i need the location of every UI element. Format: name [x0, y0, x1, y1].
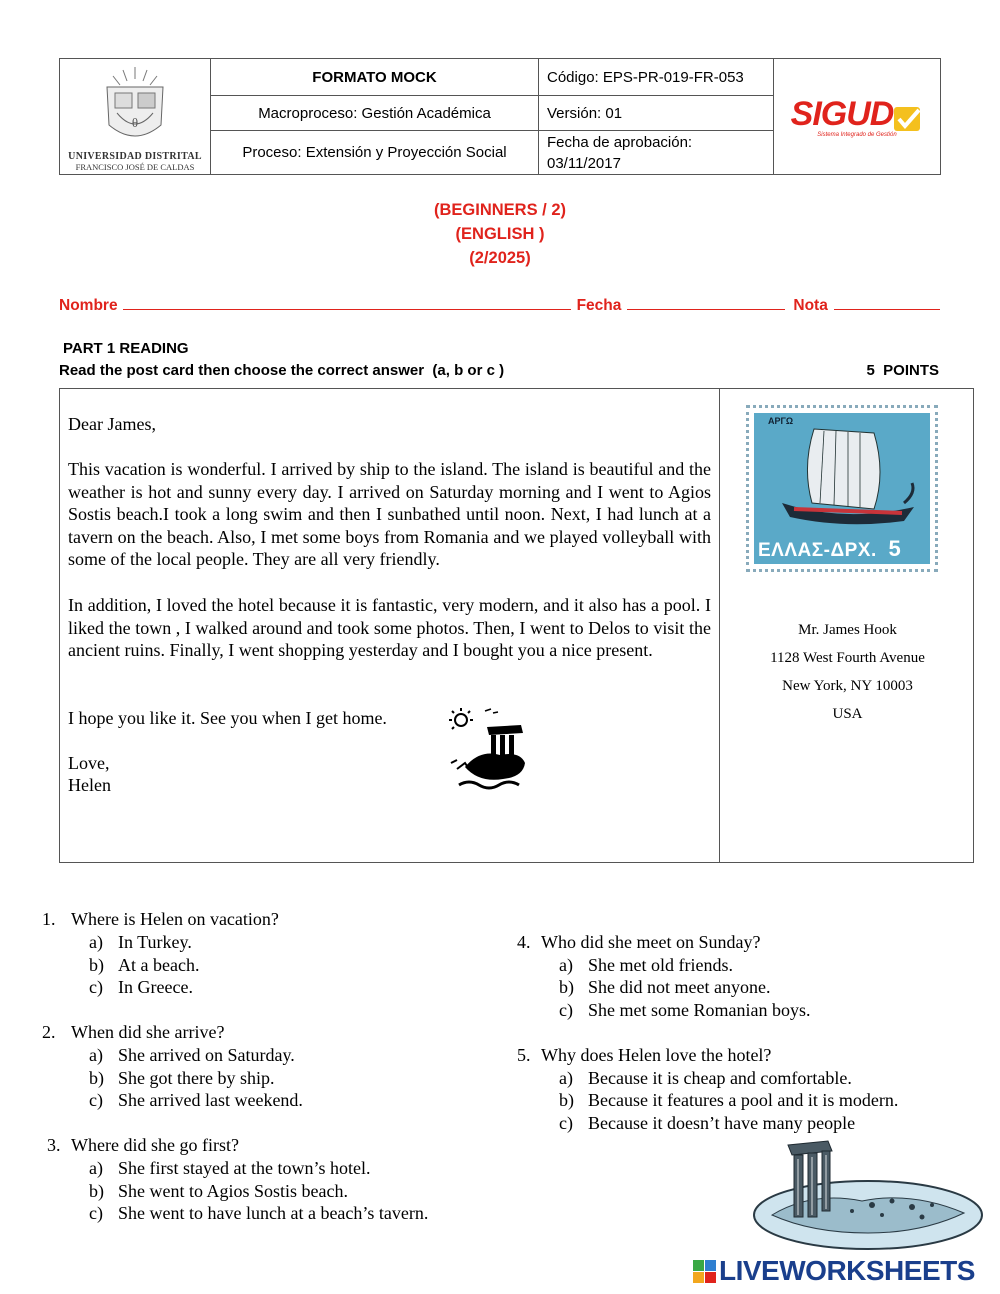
university-crest-icon: [97, 65, 173, 149]
option-letter: a): [89, 1158, 103, 1178]
option-text[interactable]: Because it is cheap and comfortable.: [588, 1068, 852, 1088]
student-info-line: [59, 295, 941, 315]
option-text[interactable]: She did not meet anyone.: [588, 977, 771, 997]
stamp: [746, 405, 938, 572]
stamp-top-text: ΑΡΓΩ: [768, 416, 794, 426]
university-name: UNIVERSIDAD DISTRITAL: [68, 151, 202, 162]
postcard-paragraph-2: In addition, I loved the hotel because it is fantastic, very modern, and it also has a pool. I liked the town , I walked around and took some photos. Then, I went to Delos to visit the ancient ruins. Finally, I went shopping yesterday and I bought you a nice present.: [68, 595, 711, 661]
subject-title: (ENGLISH ): [455, 225, 545, 243]
grade-label: Nota: [793, 297, 828, 314]
postcard-paragraph-3: I hope you like it. See you when I get home.: [68, 708, 387, 728]
level-title: (BEGINNERS / 2): [433, 201, 567, 219]
ancient-ruins-icon: [752, 1135, 984, 1253]
code-label: Código: EPS-PR-019-FR-053: [547, 68, 744, 86]
option-text[interactable]: At a beach.: [118, 955, 200, 975]
option-text[interactable]: Because it features a pool and it is modern.: [588, 1090, 899, 1110]
option-letter: a): [559, 1068, 573, 1088]
question-number: 3.: [47, 1135, 61, 1155]
address-city: New York, NY 10003: [782, 678, 913, 694]
postcard-signature: Helen: [68, 775, 111, 795]
option-text[interactable]: She met some Romanian boys.: [588, 1000, 811, 1020]
sigud-subtitle: Sistema Integrado de Gestión: [817, 132, 897, 138]
option-text[interactable]: She went to Agios Sostis beach.: [118, 1181, 348, 1201]
date-label: Fecha: [576, 297, 622, 314]
watermark-text: LIVEWORKSHEETS: [719, 1255, 975, 1286]
option-letter: c): [89, 1203, 103, 1223]
university-subname: FRANCISCO JOSÉ DE CALDAS: [75, 162, 195, 172]
university-logo-cell: [60, 59, 211, 174]
macroprocess-label: Macroproceso: Gestión Académica: [258, 104, 491, 122]
option-letter: c): [559, 1000, 573, 1020]
approval-cell: [539, 131, 774, 174]
option-text[interactable]: In Greece.: [118, 977, 193, 997]
stamp-bottom-text: ΕΛΛΑΣ-ΔΡΧ.: [758, 540, 877, 561]
part-heading: PART 1 READING: [63, 340, 189, 357]
liveworksheets-watermark: [693, 1255, 975, 1287]
address-name: Mr. James Hook: [798, 622, 897, 638]
format-cell: [211, 59, 539, 96]
option-text[interactable]: She arrived on Saturday.: [118, 1045, 295, 1065]
sigud-logo: SIGUD: [790, 95, 894, 133]
date-field[interactable]: [627, 295, 785, 310]
question-number: 2.: [42, 1022, 56, 1042]
option-letter: c): [89, 977, 103, 997]
question-number: 1.: [42, 909, 56, 929]
option-text[interactable]: She arrived last weekend.: [118, 1090, 303, 1110]
stamp-value: 5: [888, 536, 902, 561]
question-text: Why does Helen love the hotel?: [541, 1045, 772, 1065]
question-text: Where is Helen on vacation?: [71, 909, 279, 929]
approval-label: Fecha de aprobación:: [547, 133, 693, 151]
option-letter: b): [89, 1181, 104, 1201]
name-label: Nombre: [59, 297, 118, 314]
code-cell: [539, 59, 774, 96]
option-text[interactable]: In Turkey.: [118, 932, 192, 952]
address-street: 1128 West Fourth Avenue: [770, 650, 925, 666]
address-country: USA: [832, 706, 863, 722]
postcard: [59, 388, 974, 863]
option-letter: a): [89, 1045, 103, 1065]
address-block: [720, 616, 975, 728]
period-title: (2/2025): [469, 249, 531, 267]
postcard-closing: Love,: [68, 753, 110, 773]
check-icon: [893, 104, 923, 134]
option-letter: b): [89, 955, 104, 975]
part-instruction: Read the post card then choose the correct answer (a, b or c ): [59, 362, 505, 379]
grade-field[interactable]: [834, 295, 940, 310]
process-cell: [211, 131, 539, 174]
option-text[interactable]: She went to have lunch at a beach’s tavern.: [118, 1203, 429, 1223]
option-letter: c): [559, 1113, 573, 1133]
option-letter: b): [559, 977, 574, 997]
option-text[interactable]: She got there by ship.: [118, 1068, 275, 1088]
live-badge-icon: [693, 1260, 716, 1283]
option-text[interactable]: Because it doesn’t have many people: [588, 1113, 856, 1133]
option-letter: a): [559, 955, 573, 975]
process-label: Proceso: Extensión y Proyección Social: [242, 144, 507, 161]
macroprocess-cell: [211, 96, 539, 131]
question-number: 5.: [517, 1045, 531, 1065]
postcard-greeting: Dear James,: [68, 414, 156, 434]
option-letter: c): [89, 1090, 103, 1110]
question-number: 4.: [517, 932, 531, 952]
approval-date: 03/11/2017: [547, 154, 621, 172]
option-text[interactable]: She met old friends.: [588, 955, 733, 975]
header-table: [59, 58, 941, 175]
option-text[interactable]: She first stayed at the town’s hotel.: [118, 1158, 371, 1178]
name-field[interactable]: [123, 295, 571, 310]
island-temple-icon: [445, 705, 535, 795]
version-cell: [539, 96, 774, 131]
option-letter: b): [89, 1068, 104, 1088]
question-text: Who did she meet on Sunday?: [541, 932, 761, 952]
version-label: Versión: 01: [547, 104, 623, 122]
postcard-paragraph-1: This vacation is wonderful. I arrived by ship to the island. The island is beautiful and the weather is hot and sunny every day. I arrived on Saturday morning and I went to Agios Sostis beach.I took a long swim and then I sunbathed until noon. Next, I had lunch at a tavern on the beach. Also, I met some boys from Romania and we played volleyball with some of the local people. They are all very friendly.: [68, 459, 711, 570]
format-label: FORMATO MOCK: [312, 68, 437, 86]
part-points: 5 POINTS: [866, 362, 939, 379]
question-text: Where did she go first?: [71, 1135, 239, 1155]
svg-text:θ: θ: [131, 115, 139, 130]
option-letter: a): [89, 932, 103, 952]
sigud-logo-cell: [774, 59, 940, 174]
ancient-ship-icon: [754, 423, 926, 533]
question-text: When did she arrive?: [71, 1022, 225, 1042]
stamp-country-text: [758, 536, 901, 562]
option-letter: b): [559, 1090, 574, 1110]
